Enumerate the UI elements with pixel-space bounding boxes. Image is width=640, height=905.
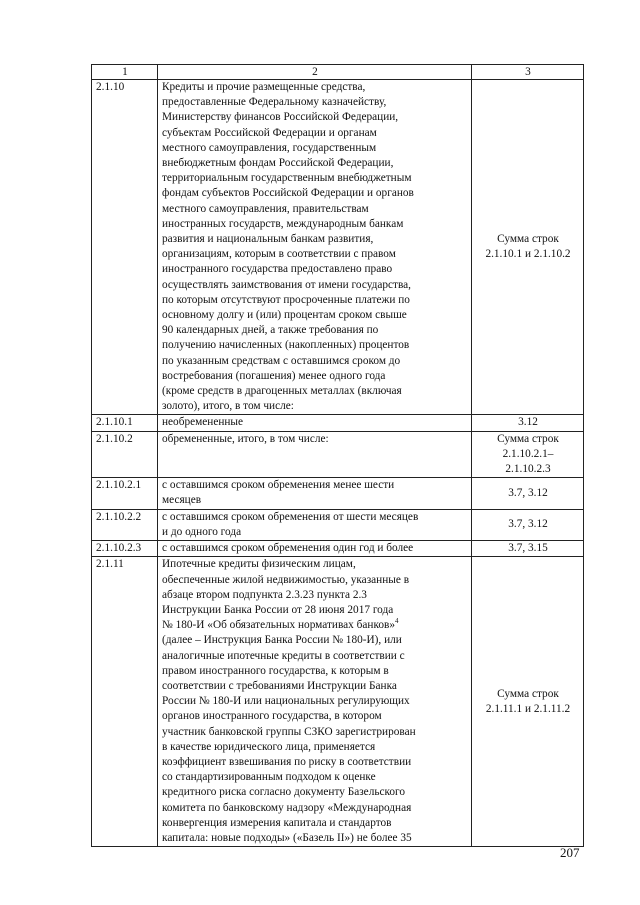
row-value: 3.7, 3.12 xyxy=(472,509,584,540)
row-description: с оставшимся сроком обременения от шести месяцев и до одного года xyxy=(158,509,472,540)
page-number: 207 xyxy=(560,845,580,860)
row-code: 2.1.10.2 xyxy=(92,431,158,478)
table-row xyxy=(92,557,584,847)
table-row xyxy=(92,509,584,540)
row-description-part2: (далее – Инструкция Банка России № 180-И), или аналогичные ипотечные кредиты в соответствии с правом иностранного государства, к которым в соответствии с требованиями Инструкции Банка России № 180-И или национальных регулирующих органов иностранного государства, в котором участник банковской группы СЗКО зарегистрирован в качестве юридического лица, применяется коэффициент взвешивания по риску в соответствии со стандартизированным подходом к оценке кредитного риска согласно документу Базельского комитета по банковскому надзору «Международная конвергенция измерения капитала и стандартов капитала: новые подходы» («Базель II») не более 35 xyxy=(162,634,416,844)
table-row xyxy=(92,431,584,478)
row-value: Сумма строк 2.1.10.1 и 2.1.10.2 xyxy=(472,80,584,415)
row-code: 2.1.10.2.1 xyxy=(92,478,158,509)
row-description xyxy=(158,557,472,847)
row-description: обремененные, итого, в том числе: xyxy=(158,431,472,478)
header-col-3: 3 xyxy=(472,65,584,80)
header-col-1: 1 xyxy=(92,65,158,80)
row-code: 2.1.10.2.2 xyxy=(92,509,158,540)
row-description: с оставшимся сроком обременения менее шести месяцев xyxy=(158,478,472,509)
row-description: необремененные xyxy=(158,415,472,431)
row-value: 3.7, 3.12 xyxy=(472,478,584,509)
row-value: 3.12 xyxy=(472,415,584,431)
table-row xyxy=(92,415,584,431)
data-table xyxy=(91,64,584,847)
table-row xyxy=(92,541,584,557)
row-description-part1: Ипотечные кредиты физическим лицам, обеспеченные жилой недвижимостью, указанные в абзаце втором подпункта 2.3.23 пункта 2.3 Инструкции Банка России от 28 июня 2017 года № 180-И «Об обязательных нормативах банков» xyxy=(162,558,410,632)
row-description: Кредиты и прочие размещенные средства, предоставленные Федеральному казначейству, Министерству финансов Российской Федерации, субъектам Российской Федерации и органам местного самоуправления, государственным внебюджетным фондам Российской Федерации, территориальным государственным внебюджетным фондам субъектов Российской Федерации и органов местного самоуправления, правительствам иностранных государств, международным банкам развития и национальным банкам развития, организациям, которым в соответствии с правом иностранного государства предоставлено право осуществлять заимствования от имени государства, по которым отсутствуют просроченные платежи по основному долгу и (или) процентам сроком свыше 90 календарных дней, а также требования по получению начисленных (накопленных) процентов по указанным средствам с оставшимся сроком до востребования (погашения) менее одного года (кроме средств в драгоценных металлах (включая золото), итого, в том числе: xyxy=(158,80,472,415)
table-row xyxy=(92,80,584,415)
row-code: 2.1.10 xyxy=(92,80,158,415)
header-col-2: 2 xyxy=(158,65,472,80)
row-code: 2.1.11 xyxy=(92,557,158,847)
row-value: Сумма строк 2.1.11.1 и 2.1.11.2 xyxy=(472,557,584,847)
row-code: 2.1.10.2.3 xyxy=(92,541,158,557)
row-value: Сумма строк 2.1.10.2.1– 2.1.10.2.3 xyxy=(472,431,584,478)
row-description: с оставшимся сроком обременения один год и более xyxy=(158,541,472,557)
row-value: 3.7, 3.15 xyxy=(472,541,584,557)
row-code: 2.1.10.1 xyxy=(92,415,158,431)
footnote-marker: 4 xyxy=(395,617,399,626)
table-header-row xyxy=(92,65,584,80)
table-row xyxy=(92,478,584,509)
